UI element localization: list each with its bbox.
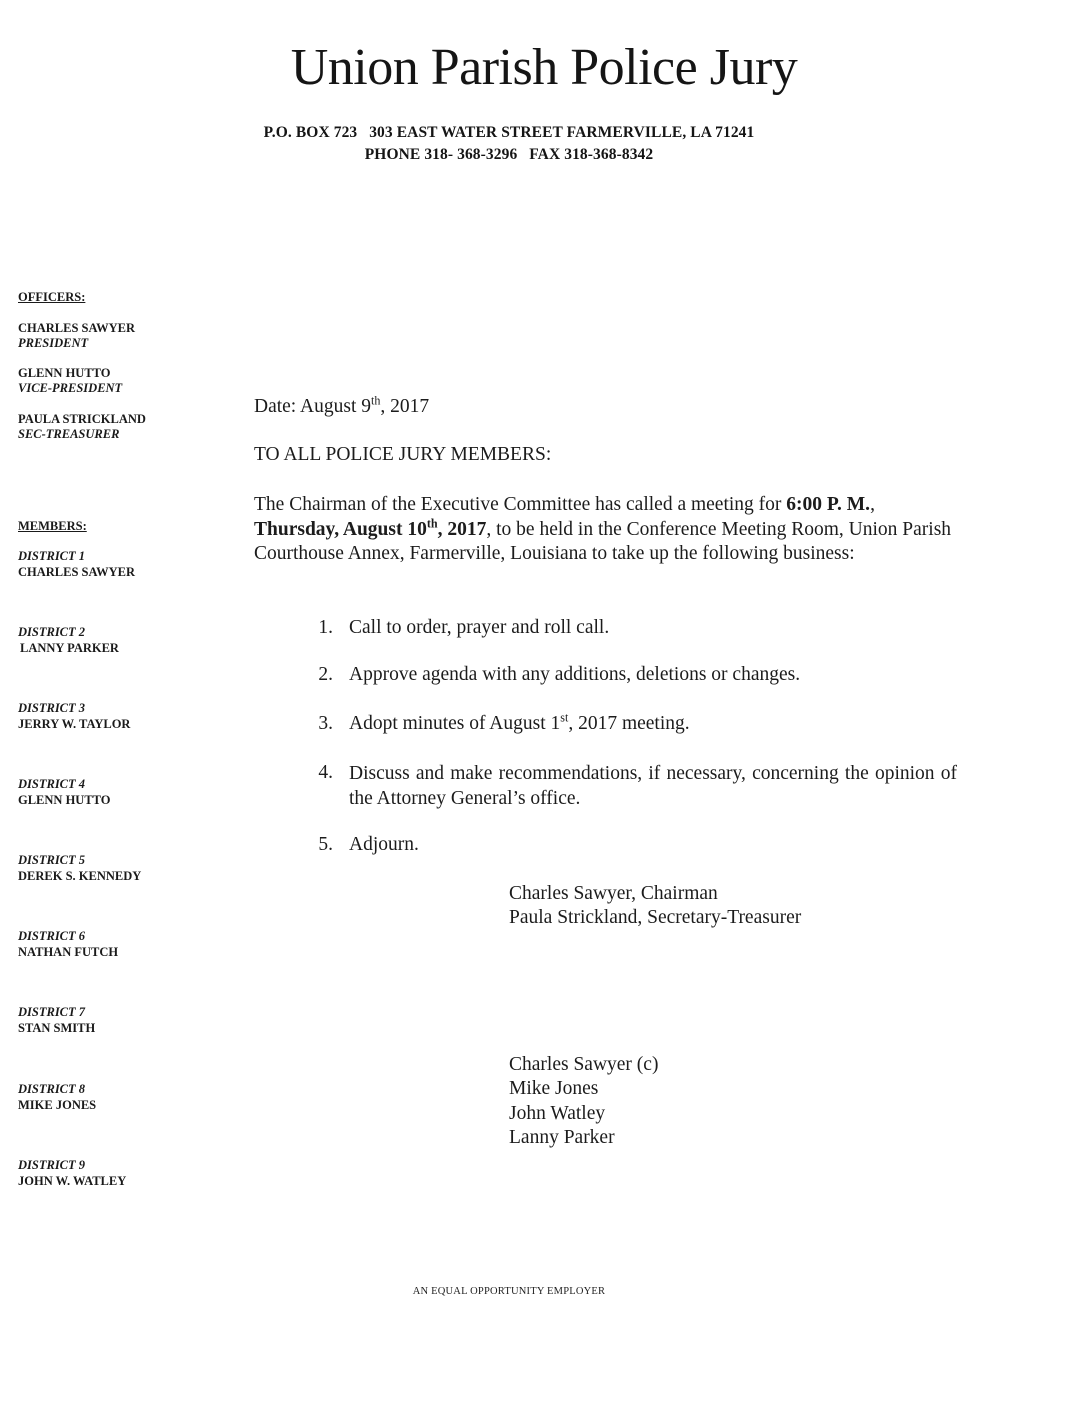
- member-district: DISTRICT 9: [18, 1158, 86, 1172]
- member-name: CHARLES SAWYER: [18, 565, 136, 579]
- letterhead-title: Union Parish Police Jury: [290, 39, 798, 96]
- agenda-item: Discuss and make recommendations, if necessary, concerning the opinion of the Attorney General’s office.: [349, 763, 957, 809]
- salutation: TO ALL POLICE JURY MEMBERS:: [254, 444, 552, 465]
- member-name: NATHAN FUTCH: [18, 945, 119, 959]
- letterhead-phone-fax: PHONE 318- 368-3296 FAX 318-368-8342: [364, 146, 654, 163]
- member-name: GLENN HUTTO: [18, 793, 111, 807]
- agenda-number: 3.: [318, 713, 333, 734]
- agenda-item: Approve agenda with any additions, deletions or changes.: [349, 664, 801, 685]
- letter-date: Date: August 9th, 2017: [254, 393, 430, 417]
- member-name: STAN SMITH: [18, 1021, 96, 1035]
- member-district: DISTRICT 5: [18, 853, 86, 867]
- member-name: JOHN W. WATLEY: [18, 1174, 127, 1188]
- member-district: DISTRICT 1: [18, 549, 86, 563]
- agenda-number: 4.: [318, 762, 333, 783]
- member-district: DISTRICT 7: [18, 1005, 86, 1019]
- officer-title: PRESIDENT: [18, 336, 89, 350]
- agenda-item: Adjourn.: [349, 834, 419, 855]
- agenda-item: Call to order, prayer and roll call.: [349, 617, 610, 638]
- officer-name: GLENN HUTTO: [18, 366, 111, 380]
- officers-heading: OFFICERS:: [18, 290, 86, 304]
- committee-member: Mike Jones: [509, 1078, 599, 1099]
- officer-name: CHARLES SAWYER: [18, 321, 136, 335]
- member-district: DISTRICT 4: [18, 777, 86, 791]
- member-district: DISTRICT 3: [18, 701, 86, 715]
- agenda-number: 5.: [318, 834, 333, 855]
- meeting-notice-paragraph: The Chairman of the Executive Committee has called a meeting for 6:00 P. M., Thursday, August 10th, 2017, to be held in the Conference Meeting Room, Union Parish Courthouse Annex, Farmerville, Louisiana to take up the following business:: [254, 494, 952, 564]
- member-district: DISTRICT 6: [18, 929, 86, 943]
- officer-title: SEC-TREASURER: [18, 427, 120, 441]
- footer-eoe: AN EQUAL OPPORTUNITY EMPLOYER: [412, 1286, 606, 1297]
- member-district: DISTRICT 8: [18, 1082, 86, 1096]
- member-name: LANNY PARKER: [20, 641, 119, 655]
- members-heading: MEMBERS:: [18, 519, 87, 533]
- agenda-item: Adopt minutes of August 1st, 2017 meeting.: [349, 710, 690, 734]
- letterhead-address: P.O. BOX 723 303 EAST WATER STREET FARMERVILLE, LA 71241: [263, 124, 755, 141]
- member-name: DEREK S. KENNEDY: [18, 869, 142, 883]
- officer-name: PAULA STRICKLAND: [18, 412, 146, 426]
- agenda-number: 2.: [318, 664, 333, 685]
- signature-secretary: Paula Strickland, Secretary-Treasurer: [509, 907, 802, 928]
- committee-member: John Watley: [509, 1103, 606, 1124]
- member-name: MIKE JONES: [18, 1098, 97, 1112]
- signature-chairman: Charles Sawyer, Chairman: [509, 883, 718, 904]
- member-district: DISTRICT 2: [18, 625, 86, 639]
- committee-member: Lanny Parker: [509, 1127, 615, 1148]
- member-name: JERRY W. TAYLOR: [18, 717, 131, 731]
- committee-member: Charles Sawyer (c): [509, 1054, 659, 1075]
- agenda-number: 1.: [318, 617, 333, 638]
- officer-title: VICE-PRESIDENT: [18, 381, 123, 395]
